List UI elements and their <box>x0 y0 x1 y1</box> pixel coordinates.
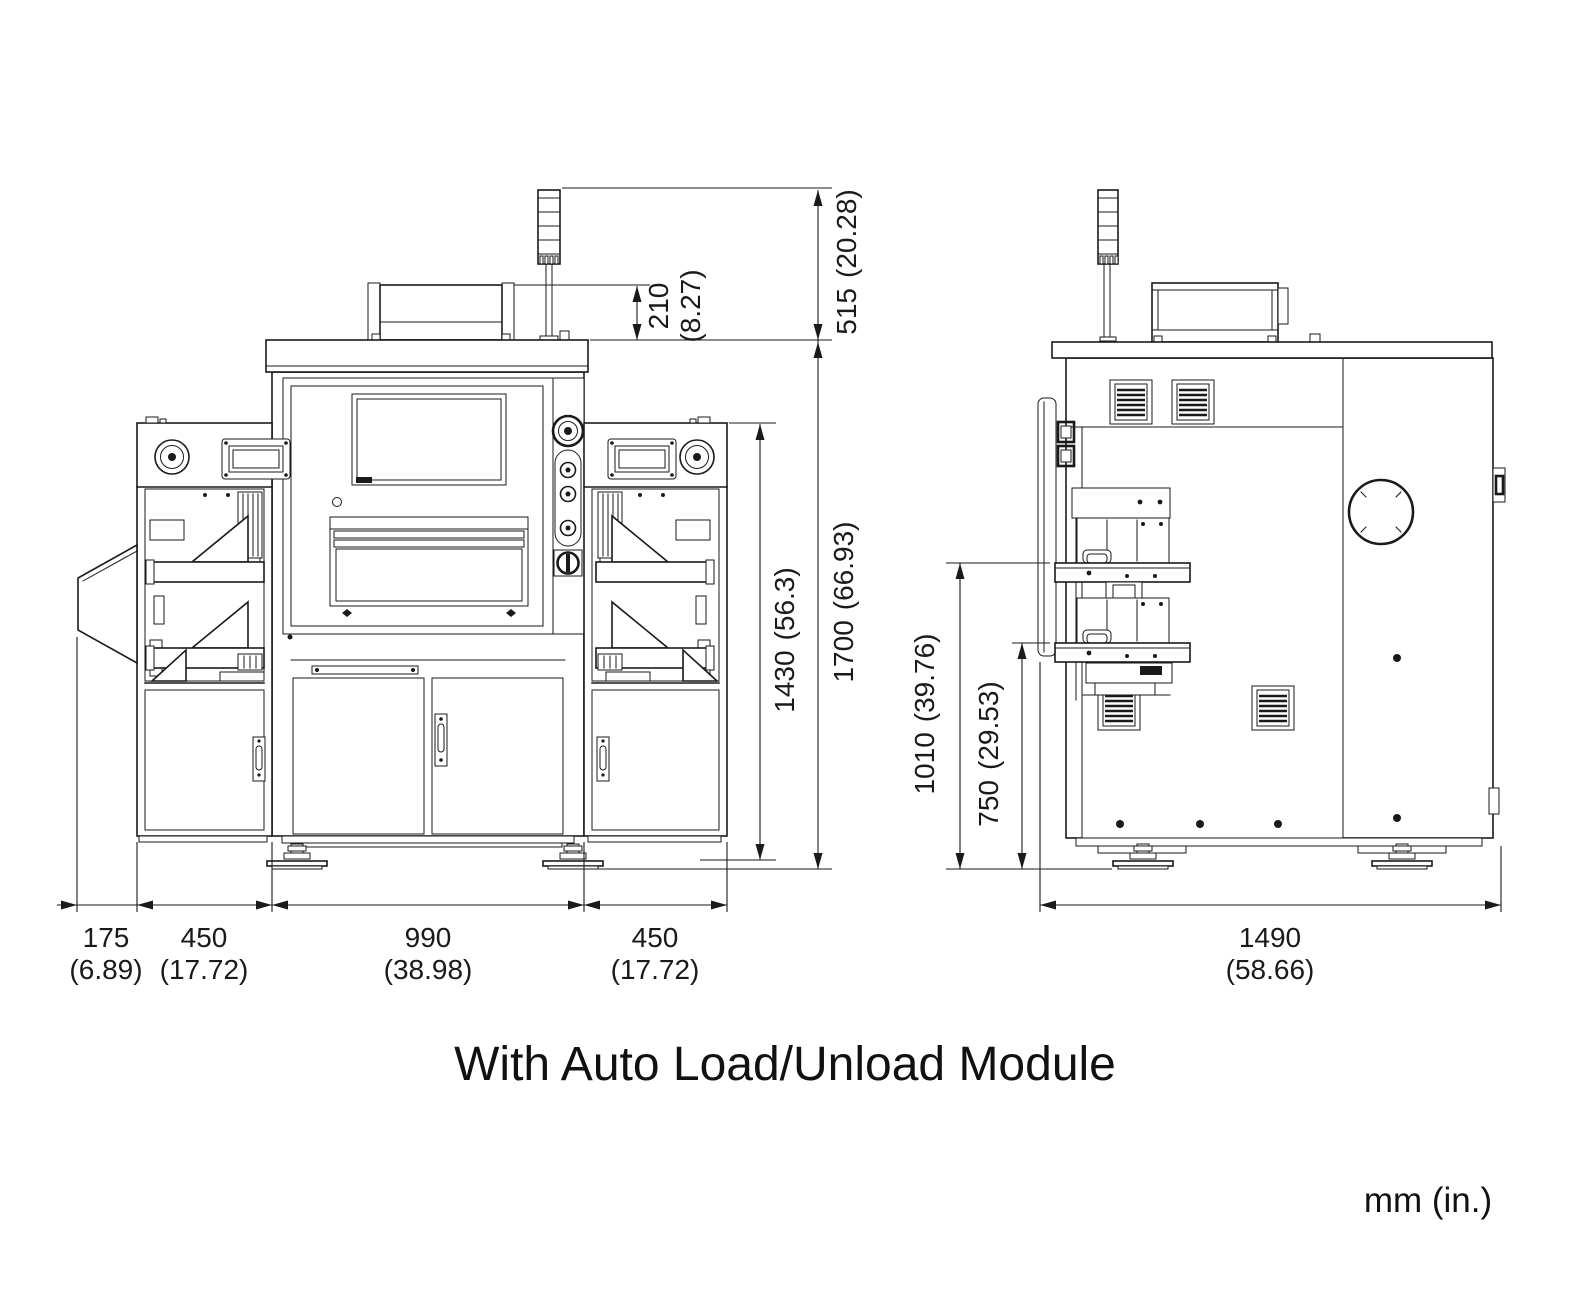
dim-450-left-mm-label: 450 <box>180 922 228 953</box>
dim-515-label: 515(20.28) <box>831 189 862 335</box>
dim-990-mm-label: 990 <box>404 922 452 953</box>
dim-210-mm-label: 210 <box>643 282 674 330</box>
dim-1490-mm-label: 1490 <box>1238 922 1302 953</box>
dim-450-right-mm-label: 450 <box>631 922 679 953</box>
drawing-caption: With Auto Load/Unload Module <box>454 1038 1116 1091</box>
front-top-conveyor-module <box>368 283 514 340</box>
front-power-switch-icon <box>554 550 582 576</box>
dim-450-left-in-label: (17.72) <box>159 954 249 985</box>
dim-175-in-label: (6.89) <box>69 954 143 985</box>
dim-1430-label: 1430(56.3) <box>769 567 800 713</box>
dim-1700-label: 1700(66.93) <box>828 521 859 683</box>
front-left-loader-module <box>137 417 290 842</box>
dim-210-in-label: (8.27) <box>675 269 706 343</box>
front-control-buttons <box>555 450 581 546</box>
front-right-unloader-module <box>584 417 727 842</box>
dim-750-label: 750(29.53) <box>973 681 1004 827</box>
dim-990-in-label: (38.98) <box>383 954 473 985</box>
units-note: mm (in.) <box>1363 1181 1493 1220</box>
dim-1010-label: 1010(39.76) <box>909 633 940 795</box>
dim-450-right-in-label: (17.72) <box>610 954 700 985</box>
front-conveyor-window <box>330 517 528 617</box>
dim-1490-in-label: (58.66) <box>1225 954 1315 985</box>
dim-175-mm-label: 175 <box>82 922 130 953</box>
